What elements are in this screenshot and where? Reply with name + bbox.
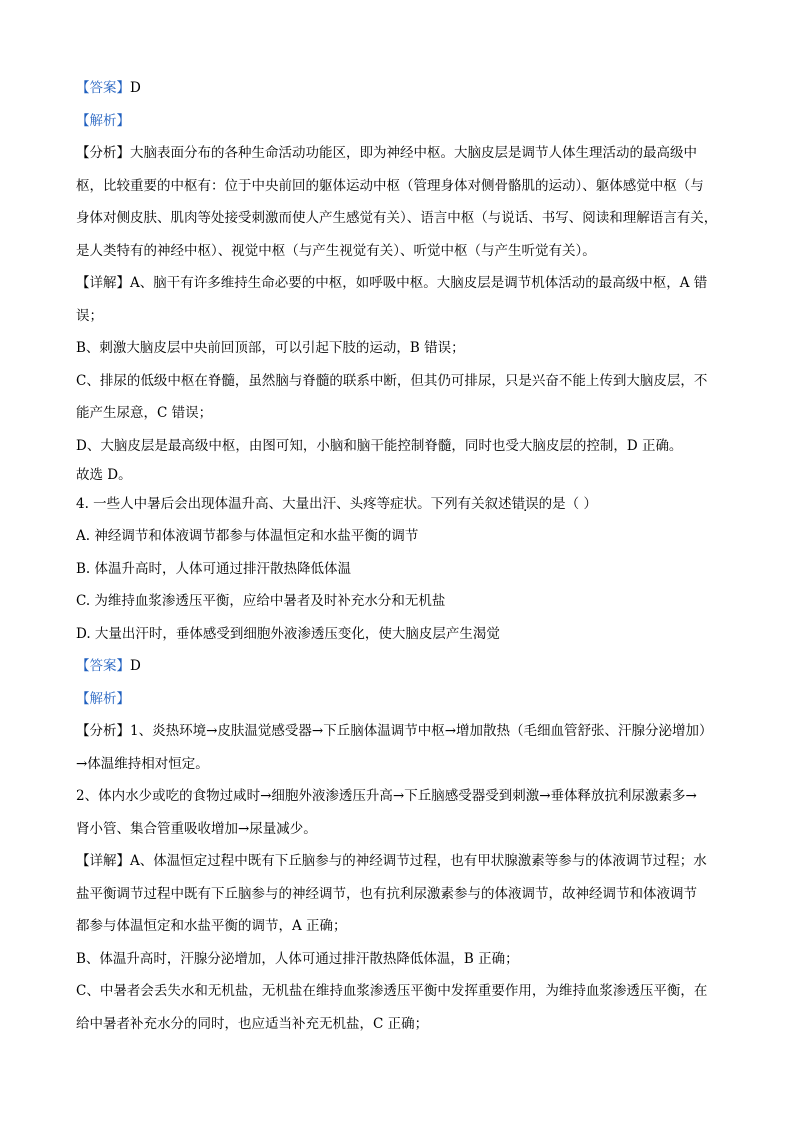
q4-fenxi-line: 肾小管、集合管重吸收增加→尿量减少。	[76, 821, 317, 837]
q3-answer-line	[76, 78, 722, 98]
q4-answer-line	[76, 656, 722, 676]
q3-fenxi-text: 大脑表面分布的各种生命活动功能区，即为神经中枢。大脑皮层是调节人体生理活动的最高级中	[130, 145, 697, 161]
q4-stem-after: 的是（ ）	[538, 496, 597, 512]
q4-xiangjie-line: 盐平衡调节过程中既有下丘脑参与的神经调节，也有抗利尿激素参与的体液调节，故神经调节和体液调节	[76, 886, 697, 902]
q3-conclusion: 故选 D。	[76, 467, 132, 483]
q4-stem-emphasis: 错误	[511, 496, 539, 512]
q3-xiangjie-line: 能产生尿意，C 错误；	[76, 405, 213, 421]
xiangjie-tag: 【详解】	[76, 275, 130, 291]
q3-answer: D	[130, 80, 141, 96]
fenxi-tag: 【分析】	[76, 723, 130, 739]
xiangjie-tag: 【详解】	[76, 853, 130, 869]
q3-xiangjie-line	[76, 273, 722, 293]
answer-tag: 【答案】	[76, 658, 130, 674]
q4-stem-before: 4. 一些人中暑后会出现体温升高、大量出汗、头疼等症状。下列有关叙述	[76, 496, 512, 512]
q4-answer: D	[130, 658, 141, 674]
q4-xiangjie-line: 都参与体温恒定和水盐平衡的调节，A 正确；	[76, 918, 347, 934]
q3-analysis-heading	[76, 111, 722, 131]
q4-xiangjie-line	[76, 851, 722, 871]
q4-option-a: A. 神经调节和体液调节都参与体温恒定和水盐平衡的调节	[76, 528, 419, 544]
analysis-tag: 【解析】	[76, 691, 130, 707]
q4-xiangjie-text: A、体温恒定过程中既有下丘脑参与的神经调节过程，也有甲状腺激素等参与的体液调节过程；水	[130, 853, 707, 869]
q4-option-d: D. 大量出汗时，垂体感受到细胞外液渗透压变化，使大脑皮层产生渴觉	[76, 626, 500, 642]
q3-xiangjie-line: 误；	[76, 308, 103, 324]
q3-fenxi-line	[76, 143, 722, 163]
q4-fenxi-line: →体温维持相对恒定。	[76, 756, 209, 772]
q3-xiangjie-line: C、排尿的低级中枢在脊髓，虽然脑与脊髓的联系中断，但其仍可排尿，只是兴奋不能上传到大脑皮层，不	[76, 373, 708, 389]
q4-xiangjie-line: 给中暑者补充水分的同时，也应适当补充无机盐，C 正确；	[76, 1016, 429, 1032]
q4-stem	[76, 494, 722, 514]
q3-fenxi-line: 是人类特有的神经中枢）、视觉中枢（与产生视觉有关）、听觉中枢（与产生听觉有关）。	[76, 243, 596, 259]
q3-fenxi-line: 身体对侧皮肤、肌肉等处接受刺激而使人产生感觉有关）、语言中枢（与说话、书写、阅读和理解语言有关，	[76, 210, 718, 226]
q3-xiangjie-line: B、刺激大脑皮层中央前回顶部，可以引起下肢的运动，B 错误；	[76, 340, 465, 356]
q4-analysis-heading	[76, 689, 722, 709]
q3-xiangjie-line: D、大脑皮层是最高级中枢，由图可知，小脑和脑干能控制脊髓，同时也受大脑皮层的控制，D 正确。	[76, 438, 683, 454]
q4-xiangjie-line: C、中暑者会丢失水和无机盐，无机盐在维持血浆渗透压平衡中发挥重要作用，为维持血浆渗透压平衡，在	[76, 983, 708, 999]
q4-option-c: C. 为维持血浆渗透压平衡，应给中暑者及时补充水分和无机盐	[76, 593, 446, 609]
analysis-tag: 【解析】	[76, 113, 130, 129]
q4-xiangjie-line: B、体温升高时，汗腺分泌增加，人体可通过排汗散热降低体温，B 正确；	[76, 951, 519, 967]
q4-fenxi-line: 2、体内水少或吃的食物过咸时→细胞外液渗透压升高→下丘脑感受器受到刺激→垂体释放抗利尿激素多→	[76, 788, 697, 804]
fenxi-tag: 【分析】	[76, 145, 130, 161]
q4-option-b: B. 体温升高时，人体可通过排汗散热降低体温	[76, 561, 352, 577]
answer-tag: 【答案】	[76, 80, 130, 96]
q3-fenxi-line: 枢，比较重要的中枢有：位于中央前回的躯体运动中枢（管理身体对侧骨骼肌的运动）、躯体感觉中枢（与	[76, 178, 704, 194]
q3-xiangjie-text: A、脑干有许多维持生命必要的中枢，如呼吸中枢。大脑皮层是调节机体活动的最高级中枢，A 错	[130, 275, 708, 291]
q4-fenxi-text: 1、炎热环境→皮肤温觉感受器→下丘脑体温调节中枢→增加散热（毛细血管舒张、汗腺分泌增加）	[130, 723, 713, 739]
q4-fenxi-line	[76, 721, 722, 741]
